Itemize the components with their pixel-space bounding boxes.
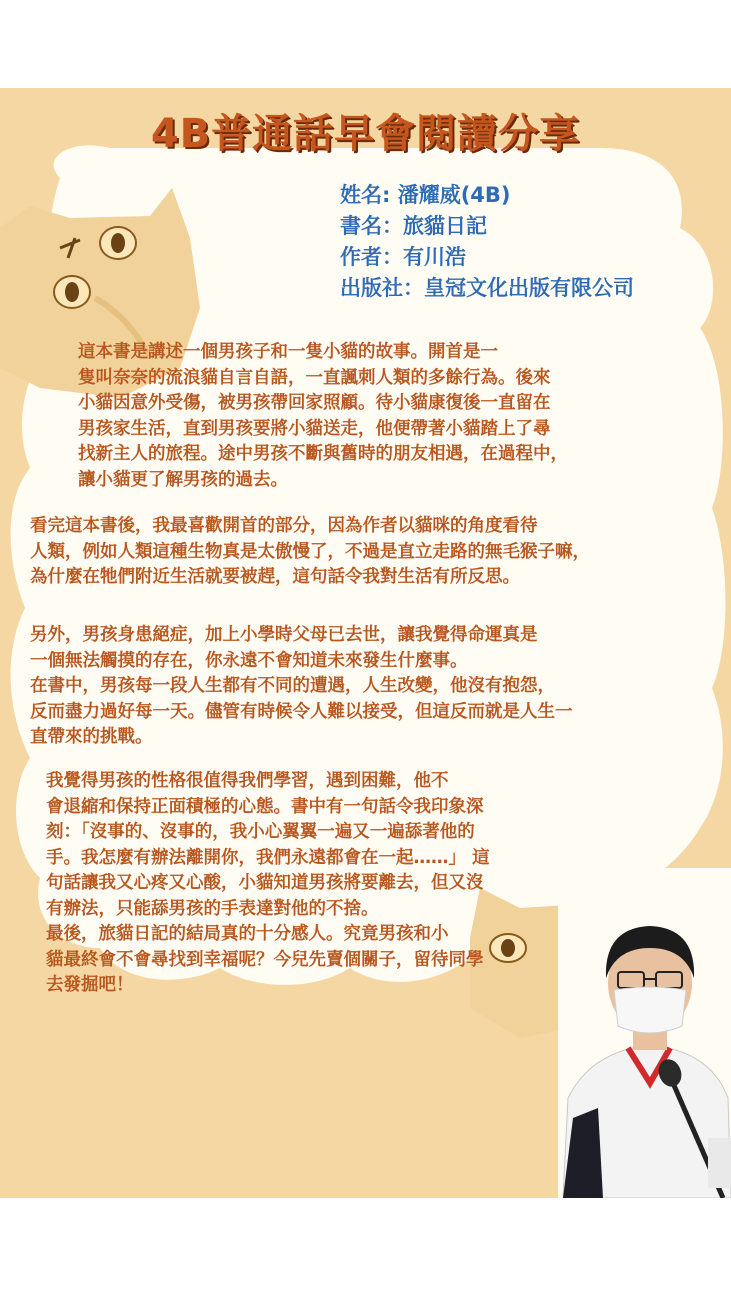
paragraph-conclusion: 我覺得男孩的性格很值得我們學習，遇到困難，他不 會退縮和保持正面積極的心態。書中有一句話令我印象深 刻：「沒事的、沒事的，我小心翼翼一遍又一遍舔著他的 手。我怎麼有辦法離開你，我們永遠都會在一起……」 這 句話讓我又心疼又心酸，小貓知道男孩將要離去，但又沒 有辦法，只能舔男孩的手表達對他的不捨。 最後，旅貓日記的結局真的十分感人。究竟男孩和小 貓最終會不會尋找到幸福呢？今兒先賣個關子，留待同學 去發掘吧！ bbox=[46, 771, 490, 995]
book-info bbox=[340, 180, 634, 304]
student-photo bbox=[558, 868, 731, 1198]
paragraph-summary: 這本書是講述一個男孩子和一隻小貓的故事。開首是一 隻叫奈奈的流浪貓自言自語，一直諷刺人類的多餘行為。後來 小貓因意外受傷，被男孩帶回家照顧。待小貓康復後一直留在 男孩家生活，直到男孩要將小貓送走，他便帶著小貓踏上了尋 找新主人的旅程。途中男孩不斷與舊時的朋友相遇，在過程中， 讓小貓更了解男孩的過去。 bbox=[78, 342, 568, 490]
student-name: 姓名: 潘耀威(4B) bbox=[340, 183, 511, 207]
paragraph-reflection: 另外，男孩身患絕症，加上小學時父母已去世，讓我覺得命運真是 一個無法觸摸的存在，你永遠不會知道未來發生什麼事。 在書中，男孩每一段人生都有不同的遭遇，人生改變，他沒有抱怨， 反而盡力過好每一天。儘管有時候令人難以接受，但這反而就是人生一 直帶來的挑戰。 bbox=[30, 625, 573, 747]
poster bbox=[0, 88, 731, 1198]
book-title: 書名：旅貓日記 bbox=[340, 214, 487, 238]
paragraph-favorite-part: 看完這本書後，我最喜歡開首的部分，因為作者以貓咪的角度看待 人類，例如人類這種生物真是太傲慢了，不過是直立走路的無毛猴子嘛， 為什麼在牠們附近生活就要被趕，這句話令我對生活有所反思。 bbox=[30, 516, 590, 587]
book-publisher: 出版社：皇冠文化出版有限公司 bbox=[340, 276, 634, 300]
book-author: 作者：有川浩 bbox=[340, 245, 466, 269]
page-title: 4B普通話早會閱讀分享 bbox=[150, 111, 581, 157]
